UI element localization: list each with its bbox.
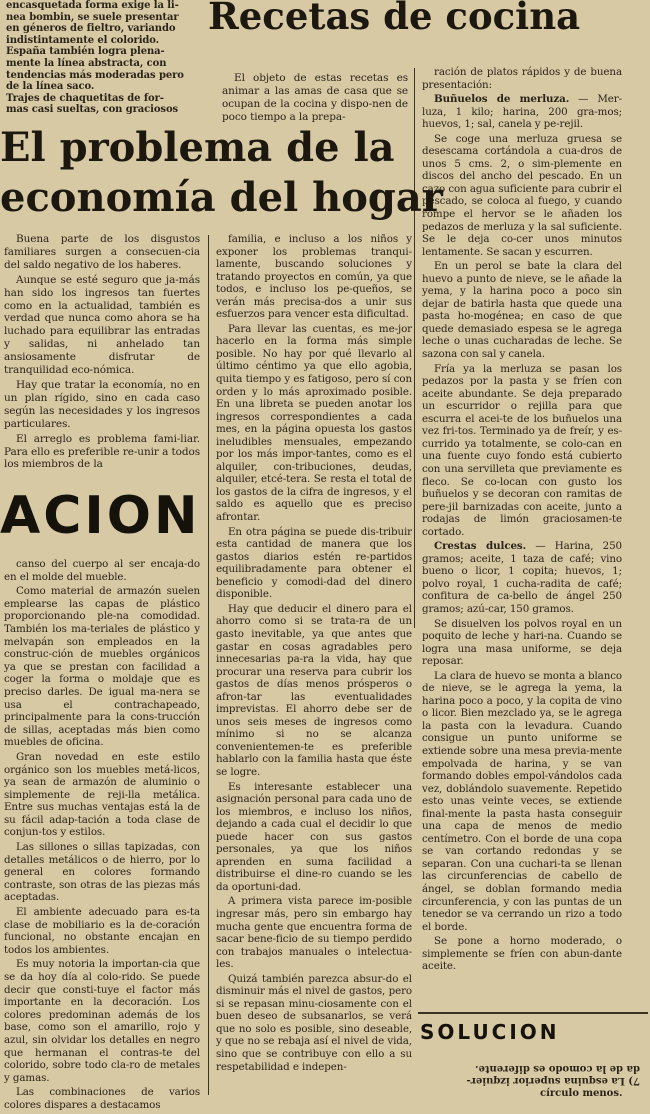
paragraph: El ambiente adecuado para es-ta clase de mobiliario es la de-coración funcional, no obstante encajan en todos los ambientes.: [4, 906, 200, 956]
paragraph: En un perol se bate la clara del huevo a punto de nieve, se le añade la yema, y la harina poco a poco sin dejar de batirla hasta que quede una pasta ho-mogénea; en caso de que quede demasiado espesa se le agrega leche o unas cucharadas de leche. Se sazona con sal y canela.: [422, 260, 622, 361]
article-line: mente la línea abstracta, con: [6, 57, 167, 69]
paragraph: El arreglo es problema fami-liar. Para ello es preferible re-unir a todos los miembros de la: [4, 432, 200, 471]
paragraph: ración de platos rápidos y de buena presentación:: [422, 66, 622, 91]
article-line: indistintamente el colorido.: [6, 34, 160, 46]
paragraph: Las sillones o sillas tapizadas, con detalles metálicos o de hierro, por lo general en colores formando contraste, son otras de las piezas más aceptadas.: [4, 841, 200, 904]
paragraph: Se coge una merluza gruesa se desescama cortándola a cua-dros de unos 5 cms. 2, o sim-plemente en discos del ancho del pescado. En un cazo con agua suficiente para cubrir el pescado, se coloca al fuego, y cuando rompe el hervor se le añaden los pedazos de merluza y la sal suficiente. Se le deja co-cer unos minutos lentamente. Se sacan y escurren.: [422, 132, 622, 258]
paragraph: Buñuelos de merluza. — Mer-luza, 1 kilo; harina, 200 gra-mos; huevos, 1; sal, canela y pe-rejil.: [422, 93, 622, 131]
paragraph: Aunque se esté seguro que ja-más han sido los ingresos tan fuertes como en la actualidad, también es verdad que nunca como ahora se ha luchado para equilibrar las entradas y salidas, ni anhelado tan ansiosamente disfrutar de tranquilidad eco-nómica.: [4, 273, 200, 377]
problema-title-line1: El problema de la: [0, 124, 395, 171]
recipe-name: Crestas dulces.: [434, 540, 527, 553]
problema-left-column: [4, 233, 200, 473]
recetas-title: Recetas de cocina: [208, 0, 581, 38]
paragraph: Como material de armazón suelen emplearse las capas de plástico proporcionando ple-na comodidad. También los ma-teriales de plástico y melvapán son empleados en la construc-ción de muebles orgánicos ya que se prestan con facilidad a coger la forma o moldaje que es preciso darles. De igual ma-nera se usa el contrachapeado, principalmente para la cons-trucción de sillas, aceptadas más bien como muebles de oficina.: [4, 585, 200, 749]
paragraph: Para llevar las cuentas, es me-jor hacerlo en la forma más simple posible. No hay por qué llevarlo al último céntimo ya que ello agobia, quita tiempo y es fatigoso, pero sí con orden y lo más aproximado posible. En una libreta se pueden anotar los ingresos correspondientes a cada mes, en la página opuesta los gastos ineludibles mensuales, empezando por los más impor-tantes, como es el alquiler, con-tribuciones, deudas, alquiler, etcé-tera. Se resta el total de los gastos de la cifra de ingresos, y el saldo es aquello que es preciso afrontar.: [216, 322, 412, 524]
paragraph: Las combinaciones de varios colores dispares a destacamos: [4, 1086, 200, 1111]
problema-title-line2: economía del hogar: [0, 174, 443, 221]
paragraph: Fría ya la merluza se pasan los pedazos por la pasta y se fríen con aceite abundante. Se deja preparado un escurridor o rejilla para que escurra el acei-te de los buñuelos una vez fri-tos. Terminado ya de freír, y es-currido ya totalmente, se colo-can en una fuente cuyo fondo está cubierto con una servilleta que previamente es fleco. Se co-locan con gusto los buñuelos y se decoran con ramitas de pere-jil barnizadas con aceite, junto a rodajas de limón graciosamen-te cortado.: [422, 362, 622, 538]
article-line: nea bombin, se suele presentar: [6, 11, 179, 23]
paragraph: La clara de huevo se monta a blanco de nieve, se le agrega la yema, la harina poco a poco, y la copita de vino o licor. Bien mezclado ya, se le agrega la pasta con la levadura. Cuando consigue un punto uniforme se extiende sobre una mesa previa-mente empolvada de harina, y se van formando dobles empol-vándolos cada vez, doblándolo suavemente. Repetido esto unas veinte veces, se extiende final-mente la pasta hasta conseguir una capa de menos de medio centímetro. Con el borde de una copa se van cortando redondas y se separan. Con una cuchari-ta se llenan las circunferencias de cabello de ángel, se doblan formando media circunferencia, y con las puntas de un tenedor se va cerrando un rizo a todo el borde.: [422, 669, 622, 933]
solucion-title: SOLUCION: [420, 1020, 560, 1044]
paragraph: Se pone a horno moderado, o simplemente se fríen con abun-dante aceite.: [422, 935, 622, 973]
article-line: tendencias más moderadas pero: [6, 69, 184, 81]
paragraph: Hay que tratar la economía, no en un plan rígido, sino en cada caso según las necesidades y los ingresos particulares.: [4, 378, 200, 430]
paragraph: Es interesante establecer una asignación personal para cada uno de los miembros, e incluso los niños, dejando a cada cual el decidir lo que puede hacer con sus gastos personales, ya que los niños aprenden en suma facilidad a distribuirse el dine-ro cuando se les da oportuni-dad.: [216, 780, 412, 893]
recetas-intro: El objeto de estas recetas es animar a las amas de casa que se ocupan de la cocina y dispo-nen de poco tiempo a la prepa-: [222, 72, 408, 123]
paragraph: canso del cuerpo al ser encaja-do en el molde del mueble.: [4, 558, 200, 583]
paragraph: Es muy notoria la importan-cia que se da hoy día al colo-rido. Se puede decir que consti-tuye el factor más importante en la decoración. Los colores predominan además de los base, como son el amarillo, rojo y azul, sin olvidar los detalles en negro que hermanan el contras-te del colorido, sobre todo cla-ro de metales y gamas.: [4, 958, 200, 1084]
article-line: en géneros de fieltro, variando: [6, 23, 176, 35]
article-line: España también logra plena-: [6, 46, 165, 58]
column-divider: [414, 68, 415, 628]
article-line: de la línea saco.: [6, 81, 95, 93]
solucion-bottom-line: círculo menos.: [540, 1088, 623, 1099]
upside-line: 7) La esquina superior izquier-: [466, 1075, 640, 1086]
paragraph: Crestas dulces. — Harina, 250 gramos; aceite, 1 taza de café; vino bueno o licor, 1 copita; huevos, 1; polvo royal, 1 cucha-radita de café; confitura de ca-bello de ángel 250 gramos; azú-car, 150 gramos.: [422, 540, 622, 615]
paragraph: Quizá también parezca absur-do el disminuir más el nivel de gastos, pero si se repasan minu-ciosamente con el buen deseo de subsanarlos, se verá que no solo es posible, sino deseable, y que no se rebaja así el nivel de vida, sino que se contribuye con ello a su respetabilidad e indepen-: [216, 972, 412, 1073]
paragraph: A primera vista parece im-posible ingresar más, pero sin embargo hay mucha gente que encuentra forma de sacar bene-ficio de su tiempo perdido con trabajos manuales o intelectua-les.: [216, 895, 412, 971]
paragraph: Buena parte de los disgustos familiares surgen a consecuen-cia del saldo negativo de los haberes.: [4, 233, 200, 271]
recetas-right-column: [422, 66, 622, 975]
paragraph: Hay que deducir el dinero para el ahorro como si se trata-ra de un gasto inevitable, ya que antes que gastar en cosas agradables pero innecesarias pa-ra la vida, hay que procurar una reserva para cubrir los gastos de días menos prósperos o afron-tar las eventualidades imprevistas. El ahorro debe ser de unos seis meses de ingresos como mínimo si no se alcanza convenientemen-te es preferible hablarlo con la familia hasta que éste se logre.: [216, 602, 412, 778]
upside-line: da de la comodo es diferente.: [475, 1063, 640, 1074]
decoracion-title: ACION: [0, 486, 201, 546]
decoracion-left-column: [4, 558, 200, 1114]
solucion-rule: [418, 1012, 648, 1014]
solucion-upside-text: [430, 1062, 640, 1086]
article-line: Trajes de chaquetitas de for-: [6, 92, 164, 104]
paragraph: Gran novedad en este estilo orgánico son los muebles metá-licos, ya sean de armazón de aluminio o simplemente de reji-lla metálica. Entre sus muchas ventajas está la de su fácil adap-tación a toda clase de conjun-tos y estilos.: [4, 750, 200, 839]
article-line: mas casi sueltas, con graciosos: [6, 104, 179, 116]
top-left-article: [6, 0, 202, 116]
recipe-name: Buñuelos de merluza.: [434, 93, 570, 106]
article-line: encasquetada forma exige la li-: [6, 0, 179, 11]
column-divider-left: [208, 235, 209, 1095]
paragraph: En otra página se puede dis-tribuir esta cantidad de manera que los gastos diarios estén re-partidos equilibradamente para obtener el beneficio y comodi-dad del dinero disponible.: [216, 525, 412, 601]
problema-right-column: [216, 233, 412, 1075]
paragraph: familia, e incluso a los niños y exponer los problemas tranqui-lamente, buscando soluciones y tratando proyectos en común, ya que todos, e incluso los pe-queños, se verán más precisa-dos a unir sus esfuerzos para vencer esta dificultad.: [216, 233, 412, 321]
paragraph: Se disuelven los polvos royal en un poquito de leche y hari-na. Cuando se logra una masa uniforme, se deja reposar.: [422, 617, 622, 668]
